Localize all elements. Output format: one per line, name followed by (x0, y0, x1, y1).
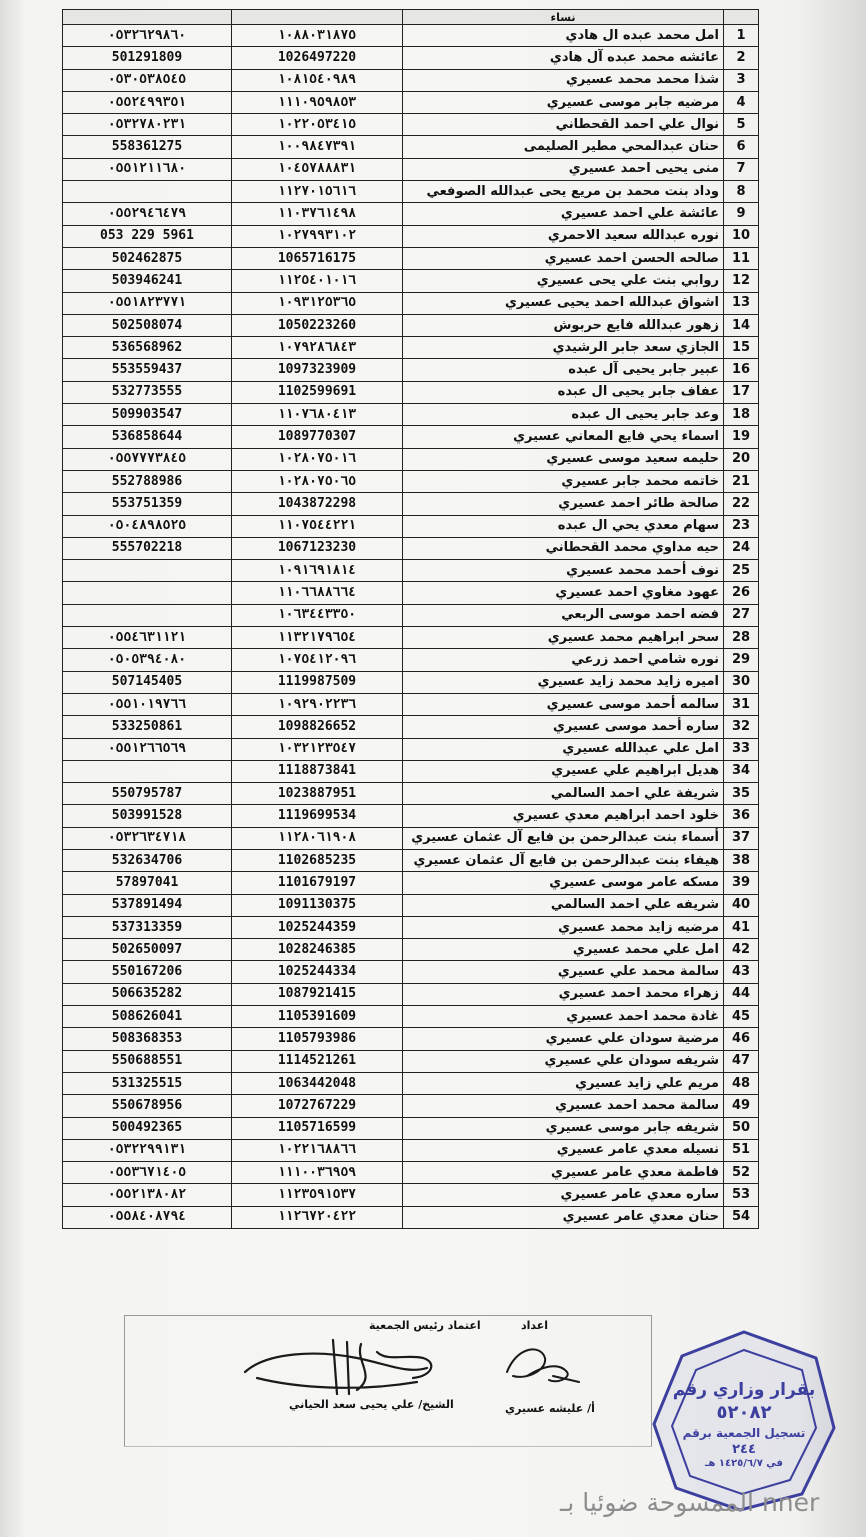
id-cell: 1118873841 (232, 760, 403, 782)
name-cell: نوره عبدالله سعيد الاحمري (403, 225, 724, 247)
row-number-cell: 52 (724, 1162, 759, 1184)
phone-cell: ٠٥٣٢٦٣٤٧١٨ (63, 827, 232, 849)
row-number-cell: 51 (724, 1139, 759, 1161)
table-row (63, 470, 759, 492)
id-cell: ١٠٣٢١٢٣٥٤٧ (232, 738, 403, 760)
phone-cell: 550795787 (63, 783, 232, 805)
phone-cell: 502462875 (63, 247, 232, 269)
name-cell: فضه احمد موسى الربعي (403, 604, 724, 626)
name-cell: امل علي محمد عسيري (403, 939, 724, 961)
id-cell: 1102599691 (232, 381, 403, 403)
phone-cell: 555702218 (63, 537, 232, 559)
id-cell: ١٠٤٥٧٨٨٨٣١ (232, 158, 403, 180)
phone-cell: ٠٥٥١٢٦٦٥٦٩ (63, 738, 232, 760)
signature-box (124, 1315, 652, 1447)
row-number-cell: 34 (724, 760, 759, 782)
row-number-cell: 43 (724, 961, 759, 983)
phone-cell: 501291809 (63, 47, 232, 69)
phone-cell: 553559437 (63, 359, 232, 381)
id-cell: ١٠٧٥٤١٢٠٩٦ (232, 649, 403, 671)
table-row (63, 983, 759, 1005)
table-row (63, 493, 759, 515)
id-cell: 1102685235 (232, 849, 403, 871)
phone-cell: 57897041 (63, 872, 232, 894)
id-cell: ١١٢٥٤٠١٠١٦ (232, 270, 403, 292)
id-cell: ١١٠٦٦٨٨٦٦٤ (232, 582, 403, 604)
row-number-cell: 37 (724, 827, 759, 849)
row-number-cell: 13 (724, 292, 759, 314)
table-row (63, 181, 759, 203)
name-cell: عفاف جابر يحيى ال عبده (403, 381, 724, 403)
row-number-cell: 23 (724, 515, 759, 537)
phone-cell: 532773555 (63, 381, 232, 403)
members-table (62, 9, 759, 1229)
table-row (63, 560, 759, 582)
table-title: نساء (403, 10, 724, 25)
table-row (63, 1050, 759, 1072)
row-number-cell: 6 (724, 136, 759, 158)
name-cell: حنان معدي عامر عسيري (403, 1206, 724, 1228)
id-cell: 1067123230 (232, 537, 403, 559)
id-cell: ١٠٢٢٠٥٣٤١٥ (232, 114, 403, 136)
table-row (63, 404, 759, 426)
name-cell: عبير جابر يحيى آل عبده (403, 359, 724, 381)
table-row (63, 604, 759, 626)
stamp-line-4: ٢٤٤ (732, 1442, 756, 1457)
table-row (63, 849, 759, 871)
table-row (63, 693, 759, 715)
table-row (63, 314, 759, 336)
name-cell: عائشه محمد عبده آل هادي (403, 47, 724, 69)
id-cell: 1105391609 (232, 1006, 403, 1028)
name-cell: مرضيه زايد محمد عسيري (403, 916, 724, 938)
table-row (63, 426, 759, 448)
row-number-cell: 17 (724, 381, 759, 403)
name-cell: مريم علي زايد عسيري (403, 1072, 724, 1094)
phone-cell: ٠٥٥١٠١٩٧٦٦ (63, 693, 232, 715)
row-number-cell: 8 (724, 181, 759, 203)
approver-signature (237, 1332, 447, 1400)
id-cell: ١٠٨١٥٤٠٩٨٩ (232, 69, 403, 91)
table-row (63, 961, 759, 983)
table-row (63, 805, 759, 827)
row-number-cell: 47 (724, 1050, 759, 1072)
name-cell: حليمه سعيد موسى عسيري (403, 448, 724, 470)
row-number-cell: 18 (724, 404, 759, 426)
name-cell: حيه مداوي محمد القحطاني (403, 537, 724, 559)
phone-cell: 550678956 (63, 1095, 232, 1117)
row-number-cell: 21 (724, 470, 759, 492)
row-number-cell: 15 (724, 337, 759, 359)
preparer-name: أ/ عليشه عسيري (505, 1402, 595, 1415)
id-cell: 1105793986 (232, 1028, 403, 1050)
row-number-cell: 9 (724, 203, 759, 225)
row-number-cell: 44 (724, 983, 759, 1005)
phone-cell: 531325515 (63, 1072, 232, 1094)
row-number-cell: 35 (724, 783, 759, 805)
table-row (63, 738, 759, 760)
id-cell: ١١٢٧٠١٥٦١٦ (232, 181, 403, 203)
phone-cell: ٠٥٥١٨٢٣٧٧١ (63, 292, 232, 314)
prepared-label: اعداد (521, 1319, 549, 1332)
id-cell: 1105716599 (232, 1117, 403, 1139)
row-number-cell: 26 (724, 582, 759, 604)
row-number-cell: 19 (724, 426, 759, 448)
table-row (63, 582, 759, 604)
name-cell: سالمة محمد احمد عسيري (403, 1095, 724, 1117)
name-cell: زهراء محمد احمد عسيري (403, 983, 724, 1005)
name-cell: ساره أحمد موسى عسيري (403, 716, 724, 738)
name-cell: زهور عبدالله فايع حربوش (403, 314, 724, 336)
table-row (63, 1072, 759, 1094)
name-cell: شريفه سودان علي عسيري (403, 1050, 724, 1072)
id-cell: ١١١٠٠٣٦٩٥٩ (232, 1162, 403, 1184)
phone-cell: 537891494 (63, 894, 232, 916)
phone-cell: ٠٥٥١٢١١٦٨٠ (63, 158, 232, 180)
row-number-cell: 48 (724, 1072, 759, 1094)
phone-cell: ٠٥٥٧٧٧٣٨٤٥ (63, 448, 232, 470)
name-cell: عهود مغاوي احمد عسيري (403, 582, 724, 604)
table-row (63, 25, 759, 47)
name-cell: غادة محمد احمد عسيري (403, 1006, 724, 1028)
row-number-cell: 12 (724, 270, 759, 292)
name-cell: صالحة طائر احمد عسيري (403, 493, 724, 515)
row-number-cell: 11 (724, 247, 759, 269)
phone-cell: 508368353 (63, 1028, 232, 1050)
name-cell: شذا محمد محمد عسيري (403, 69, 724, 91)
table-row (63, 337, 759, 359)
name-cell: مرضية سودان علي عسيري (403, 1028, 724, 1050)
phone-cell: 506635282 (63, 983, 232, 1005)
phone-cell: 508626041 (63, 1006, 232, 1028)
approval-label: اعتماد رئيس الجمعية (369, 1319, 481, 1332)
name-cell: سحر ابراهيم محمد عسيري (403, 627, 724, 649)
id-cell: 1098826652 (232, 716, 403, 738)
table-row (63, 894, 759, 916)
id-cell: 1043872298 (232, 493, 403, 515)
phone-cell: ٠٥٣٢٢٩٩١٣١ (63, 1139, 232, 1161)
id-cell: ١٠٩٣١٢٥٣٦٥ (232, 292, 403, 314)
row-number-cell: 38 (724, 849, 759, 871)
name-cell: عائشة علي احمد عسيري (403, 203, 724, 225)
name-cell: نوال علي احمد القحطاني (403, 114, 724, 136)
row-number-cell: 27 (724, 604, 759, 626)
row-number-cell: 49 (724, 1095, 759, 1117)
table-row (63, 69, 759, 91)
id-cell: 1097323909 (232, 359, 403, 381)
table-row (63, 1006, 759, 1028)
table-row (63, 91, 759, 113)
id-cell: ١٠٦٣٤٤٣٣٥٠ (232, 604, 403, 626)
name-cell: مرضيه جابر موسى عسيري (403, 91, 724, 113)
table-row (63, 916, 759, 938)
table-row (63, 158, 759, 180)
phone-cell: 532634706 (63, 849, 232, 871)
phone-cell: ٠٥٠٤٨٩٨٥٢٥ (63, 515, 232, 537)
phone-cell: ٠٥٥٢٤٩٩٣٥١ (63, 91, 232, 113)
id-cell: 1114521261 (232, 1050, 403, 1072)
name-cell: نوره شامي احمد زرعي (403, 649, 724, 671)
table-header-row (63, 10, 759, 25)
row-number-cell: 2 (724, 47, 759, 69)
table-row (63, 1095, 759, 1117)
name-cell: هيفاء بنت عبدالرحمن بن فايع آل عثمان عسيري (403, 849, 724, 871)
phone-cell: 536568962 (63, 337, 232, 359)
table-row (63, 1184, 759, 1206)
name-cell: الجازي سعد جابر الرشيدي (403, 337, 724, 359)
phone-cell: ٠٥٥٢٩٤٦٤٧٩ (63, 203, 232, 225)
id-cell: 1065716175 (232, 247, 403, 269)
id-cell: 1119699534 (232, 805, 403, 827)
phone-cell: 533250861 (63, 716, 232, 738)
row-number-cell: 3 (724, 69, 759, 91)
name-cell: امل علي عبدالله عسيري (403, 738, 724, 760)
table-row (63, 359, 759, 381)
id-cell: ١١١٠٩٥٩٨٥٣ (232, 91, 403, 113)
name-cell: منى يحيى احمد عسيري (403, 158, 724, 180)
name-cell: خلود احمد ابراهيم معدي عسيري (403, 805, 724, 827)
row-number-cell: 30 (724, 671, 759, 693)
phone-cell: ٠٥٥٤٦٣١١٢١ (63, 627, 232, 649)
name-cell: مسكه عامر موسى عسيري (403, 872, 724, 894)
phone-cell: 553751359 (63, 493, 232, 515)
phone-cell (63, 181, 232, 203)
id-cell: 1026497220 (232, 47, 403, 69)
scanner-watermark-text: الممسوحة ضوئيا بـ (560, 1488, 754, 1517)
table-row (63, 760, 759, 782)
header-empty-num (724, 10, 759, 25)
table-row (63, 627, 759, 649)
row-number-cell: 46 (724, 1028, 759, 1050)
scanner-watermark-suffix: nner (761, 1488, 820, 1517)
row-number-cell: 50 (724, 1117, 759, 1139)
row-number-cell: 28 (724, 627, 759, 649)
table-row (63, 225, 759, 247)
table-row (63, 203, 759, 225)
id-cell: 1063442048 (232, 1072, 403, 1094)
table-row (63, 827, 759, 849)
row-number-cell: 32 (724, 716, 759, 738)
table-row (63, 270, 759, 292)
name-cell: وداد بنت محمد بن مريع يحى عبدالله الصوفعي (403, 181, 724, 203)
row-number-cell: 25 (724, 560, 759, 582)
table-row (63, 1206, 759, 1228)
id-cell: 1050223260 (232, 314, 403, 336)
name-cell: سالمة محمد علي عسيري (403, 961, 724, 983)
table-row (63, 1028, 759, 1050)
row-number-cell: 39 (724, 872, 759, 894)
table-row (63, 783, 759, 805)
id-cell: 1025244359 (232, 916, 403, 938)
name-cell: نوف أحمد محمد عسيري (403, 560, 724, 582)
name-cell: صالحه الحسن احمد عسيري (403, 247, 724, 269)
row-number-cell: 22 (724, 493, 759, 515)
row-number-cell: 54 (724, 1206, 759, 1228)
table-row (63, 872, 759, 894)
phone-cell: 053 229 5961 (63, 225, 232, 247)
id-cell: 1023887951 (232, 783, 403, 805)
id-cell: ١١٣٢١٧٩٦٥٤ (232, 627, 403, 649)
name-cell: شريفه جابر موسى عسيري (403, 1117, 724, 1139)
row-number-cell: 41 (724, 916, 759, 938)
table-row (63, 671, 759, 693)
phone-cell: 552788986 (63, 470, 232, 492)
name-cell: شريفة علي احمد السالمي (403, 783, 724, 805)
approver-name: الشيخ/ علي يحيى سعد الحياني (289, 1398, 454, 1411)
id-cell: ١١٠٣٧٦١٤٩٨ (232, 203, 403, 225)
id-cell: 1087921415 (232, 983, 403, 1005)
table-row (63, 136, 759, 158)
phone-cell: ٠٥٠٥٣٩٤٠٨٠ (63, 649, 232, 671)
phone-cell: ٠٥٥٣٦٧١٤٠٥ (63, 1162, 232, 1184)
table-row (63, 1162, 759, 1184)
table-row (63, 292, 759, 314)
row-number-cell: 42 (724, 939, 759, 961)
id-cell: ١١٢٦٧٢٠٤٢٢ (232, 1206, 403, 1228)
phone-cell (63, 560, 232, 582)
table-row (63, 515, 759, 537)
name-cell: سهام معدي يحي ال عبده (403, 515, 724, 537)
id-cell: ١٠٢٧٩٩٣١٠٢ (232, 225, 403, 247)
name-cell: اسماء يحي فايع المعاني عسيري (403, 426, 724, 448)
stamp-line-5: في ١٤٢٥/٦/٧ هـ (705, 1458, 783, 1469)
table-row (63, 1139, 759, 1161)
id-cell: ١٠٢٨٠٧٥٠٦٥ (232, 470, 403, 492)
id-cell: ١١٢٣٥٩١٥٣٧ (232, 1184, 403, 1206)
row-number-cell: 1 (724, 25, 759, 47)
phone-cell: 550688551 (63, 1050, 232, 1072)
table-row (63, 649, 759, 671)
official-stamp (652, 1328, 836, 1512)
id-cell: ١٠٧٩٢٨٦٨٤٣ (232, 337, 403, 359)
preparer-signature (497, 1336, 587, 1392)
table-row (63, 939, 759, 961)
id-cell: ١٠٢٢١٦٨٨٦٦ (232, 1139, 403, 1161)
row-number-cell: 10 (724, 225, 759, 247)
name-cell: هديل ابراهيم علي عسيري (403, 760, 724, 782)
scanner-watermark (560, 1488, 819, 1517)
id-cell: ١١٠٧٦٨٠٤١٣ (232, 404, 403, 426)
name-cell: اشواق عبدالله احمد يحيى عسيري (403, 292, 724, 314)
id-cell: ١٠٩٢٩٠٢٢٣٦ (232, 693, 403, 715)
phone-cell: ٠٥٣٢٦٢٩٨٦٠ (63, 25, 232, 47)
stamp-line-3: تسجيل الجمعية برقم (682, 1426, 806, 1440)
id-cell: 1101679197 (232, 872, 403, 894)
phone-cell: ٠٥٥٢١٣٨٠٨٢ (63, 1184, 232, 1206)
row-number-cell: 7 (724, 158, 759, 180)
name-cell: ساره معدي عامر عسيري (403, 1184, 724, 1206)
row-number-cell: 33 (724, 738, 759, 760)
phone-cell (63, 760, 232, 782)
stamp-line-2: ٥٢٠٨٢ (716, 1402, 772, 1423)
name-cell: وعد جابر يحيى ال عبده (403, 404, 724, 426)
name-cell: شريفه علي احمد السالمي (403, 894, 724, 916)
stamp-line-1: بقرار وزاري رقم (672, 1380, 816, 1400)
phone-cell: 550167206 (63, 961, 232, 983)
name-cell: أسماء بنت عبدالرحمن بن فايع آل عثمان عسيري (403, 827, 724, 849)
id-cell: 1091130375 (232, 894, 403, 916)
row-number-cell: 4 (724, 91, 759, 113)
table-row (63, 381, 759, 403)
phone-cell: 502650097 (63, 939, 232, 961)
row-number-cell: 20 (724, 448, 759, 470)
row-number-cell: 14 (724, 314, 759, 336)
id-cell: 1025244334 (232, 961, 403, 983)
id-cell: 1072767229 (232, 1095, 403, 1117)
phone-cell: ٠٥٣٠٥٣٨٥٤٥ (63, 69, 232, 91)
row-number-cell: 29 (724, 649, 759, 671)
name-cell: نسيله معدي عامر عسيري (403, 1139, 724, 1161)
table-row (63, 1117, 759, 1139)
phone-cell: 558361275 (63, 136, 232, 158)
phone-cell: 507145405 (63, 671, 232, 693)
phone-cell (63, 582, 232, 604)
id-cell: ١١٠٧٥٤٤٢٢١ (232, 515, 403, 537)
row-number-cell: 53 (724, 1184, 759, 1206)
row-number-cell: 40 (724, 894, 759, 916)
row-number-cell: 5 (724, 114, 759, 136)
table-row (63, 47, 759, 69)
row-number-cell: 36 (724, 805, 759, 827)
phone-cell: 500492365 (63, 1117, 232, 1139)
name-cell: امل محمد عبده ال هادي (403, 25, 724, 47)
name-cell: روابي بنت علي يحى عسيري (403, 270, 724, 292)
id-cell: 1089770307 (232, 426, 403, 448)
table-row (63, 247, 759, 269)
phone-cell: 502508074 (63, 314, 232, 336)
header-empty-id (232, 10, 403, 25)
id-cell: 1119987509 (232, 671, 403, 693)
table-row (63, 537, 759, 559)
id-cell: ١٠٢٨٠٧٥٠١٦ (232, 448, 403, 470)
name-cell: فاطمة معدي عامر عسيري (403, 1162, 724, 1184)
name-cell: سالمه أحمد موسى عسيري (403, 693, 724, 715)
phone-cell: 509903547 (63, 404, 232, 426)
name-cell: خاتمه محمد جابر عسيري (403, 470, 724, 492)
id-cell: ١٠٨٨٠٣١٨٧٥ (232, 25, 403, 47)
row-number-cell: 24 (724, 537, 759, 559)
table-row (63, 448, 759, 470)
phone-cell: 503991528 (63, 805, 232, 827)
table-row (63, 716, 759, 738)
phone-cell: 537313359 (63, 916, 232, 938)
phone-cell: 536858644 (63, 426, 232, 448)
id-cell: ١٠٠٩٨٤٧٣٩١ (232, 136, 403, 158)
row-number-cell: 45 (724, 1006, 759, 1028)
id-cell: ١١٢٨٠٦١٩٠٨ (232, 827, 403, 849)
table-row (63, 114, 759, 136)
header-empty-phone (63, 10, 232, 25)
id-cell: 1028246385 (232, 939, 403, 961)
phone-cell: 503946241 (63, 270, 232, 292)
row-number-cell: 16 (724, 359, 759, 381)
row-number-cell: 31 (724, 693, 759, 715)
id-cell: ١٠٩١٦٩١٨١٤ (232, 560, 403, 582)
phone-cell (63, 604, 232, 626)
name-cell: حنان عبدالمحي مطير الصليمى (403, 136, 724, 158)
phone-cell: ٠٥٥٨٤٠٨٧٩٤ (63, 1206, 232, 1228)
name-cell: اميره زايد محمد زايد عسيري (403, 671, 724, 693)
phone-cell: ٠٥٣٢٧٨٠٢٣١ (63, 114, 232, 136)
